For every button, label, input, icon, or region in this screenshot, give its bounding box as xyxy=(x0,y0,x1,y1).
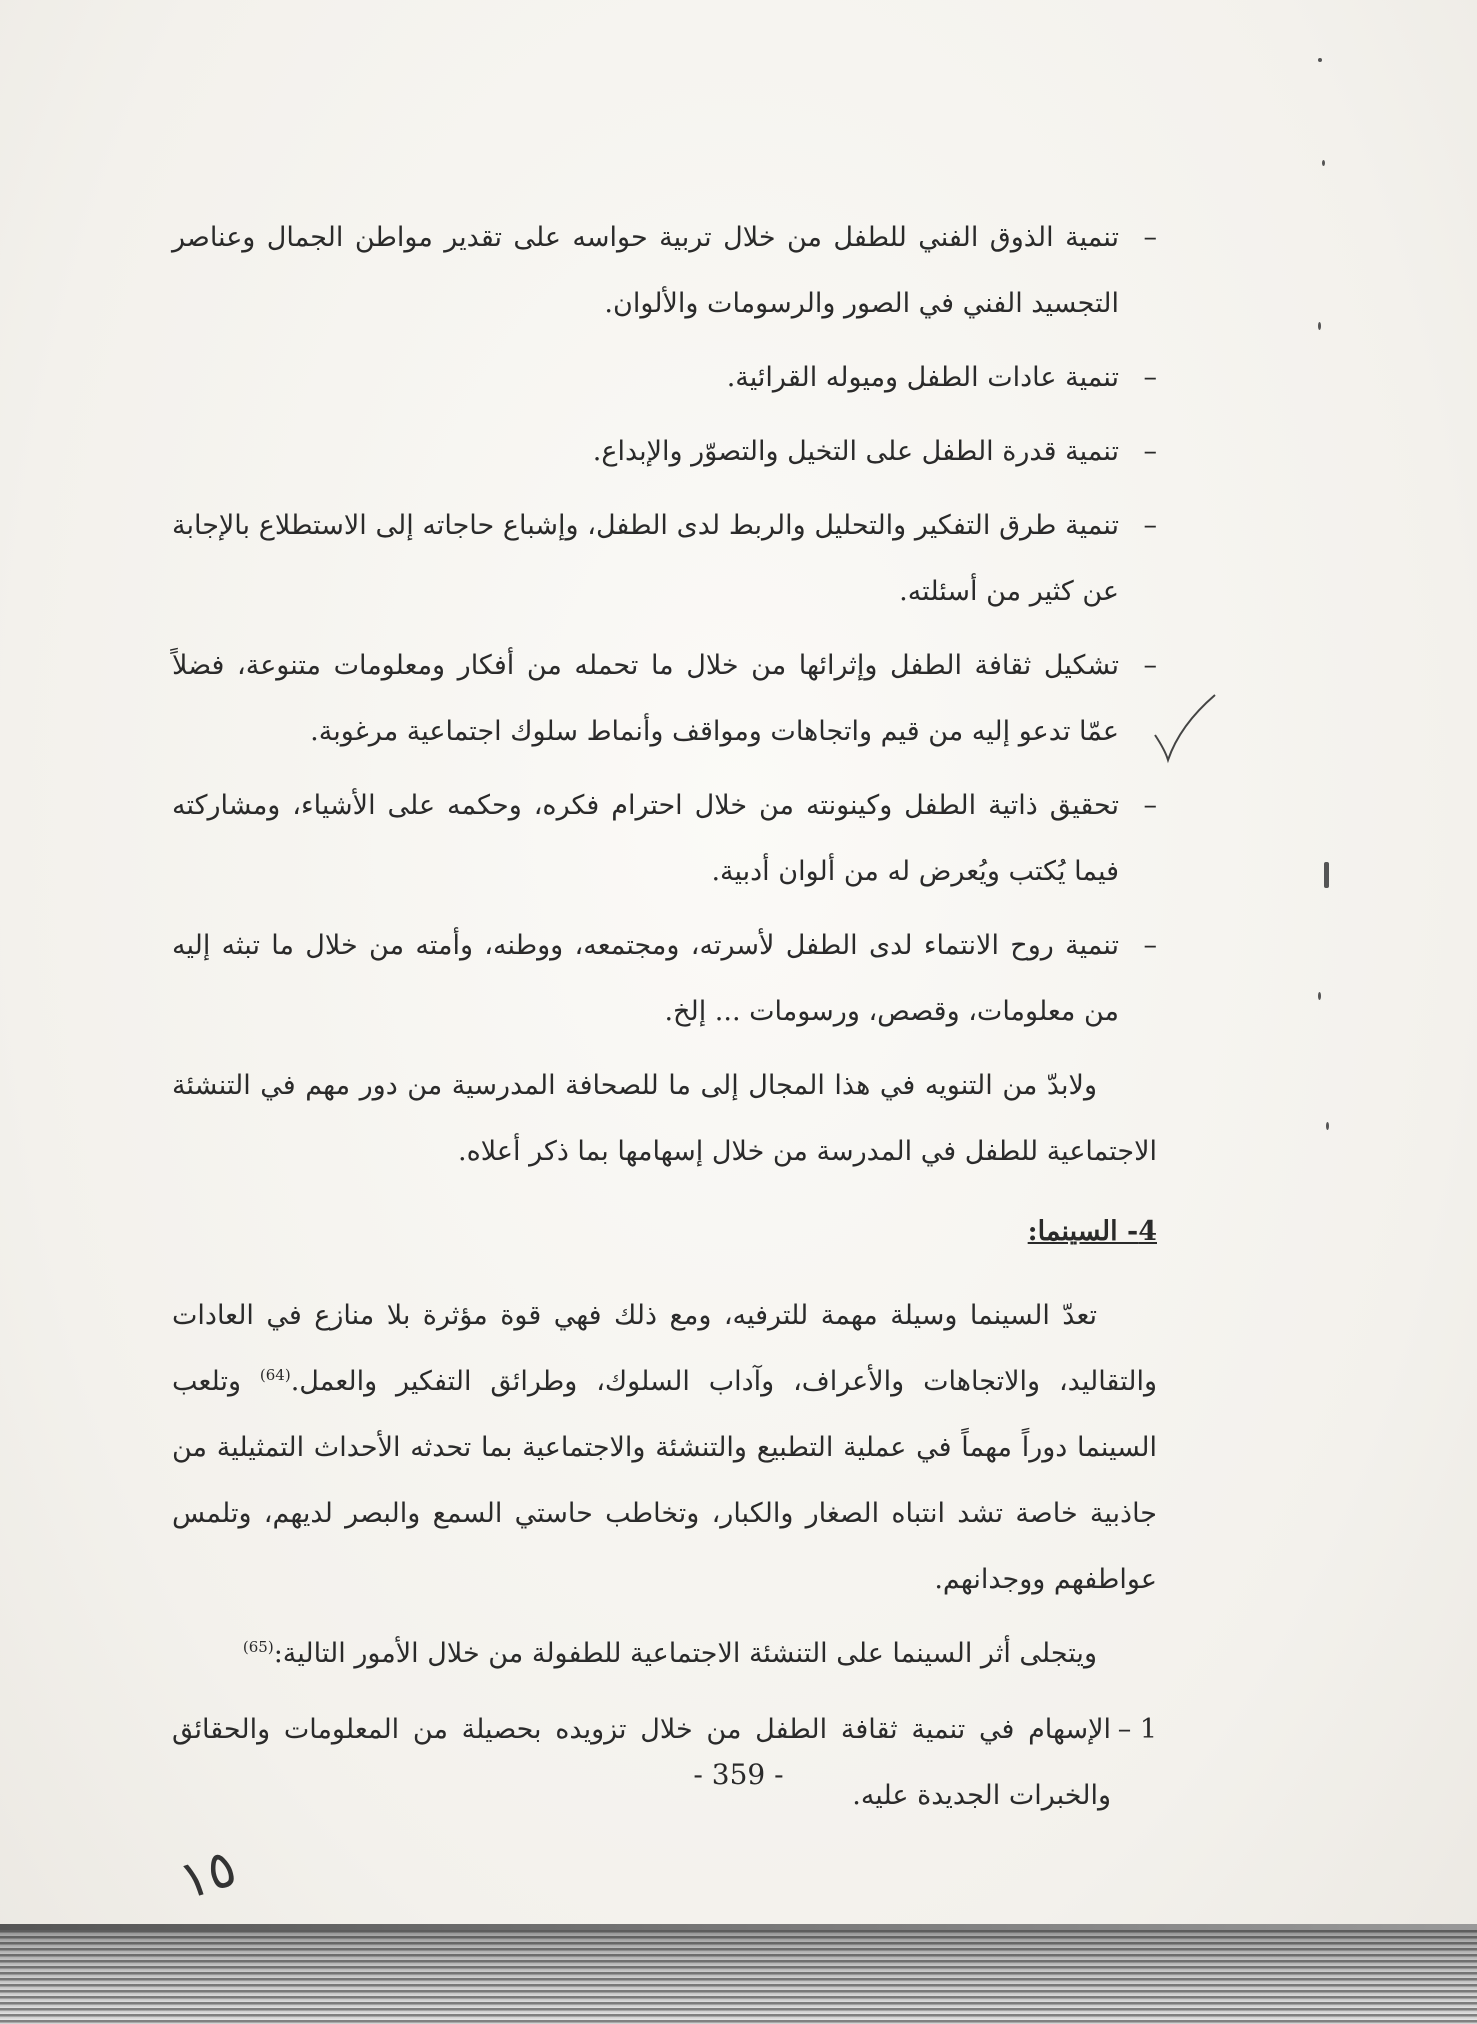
bullet-item xyxy=(172,913,1157,1045)
section-heading: 4- السينما: xyxy=(1027,1216,1157,1247)
item-number: 1 – xyxy=(1117,1714,1157,1745)
bullet-dash: – xyxy=(1143,650,1157,681)
bullet-item xyxy=(172,419,1157,485)
cinema-paragraph-2 xyxy=(172,1621,1157,1687)
bullet-item xyxy=(172,493,1157,625)
bullet-item xyxy=(172,773,1157,905)
bullet-item xyxy=(172,633,1157,765)
scan-speck xyxy=(1324,862,1329,888)
cinema-paragraph-1-b: وتلعب السينما دوراً مهماً في عملية التطبيع والتنشئة والاجتماعية بما تحدثه الأحداث التمثيلية من جاذبية خاصة تشد انتباه الصغار والكبار، وتخاطب حاستي السمع والبصر لديهم، وتلمس عواطفهم ووجدانهم. xyxy=(172,1366,1157,1595)
bullet-dash: – xyxy=(1143,362,1157,393)
bullet-text: تحقيق ذاتية الطفل وكينونته من خلال احترام فكره، وحكمه على الأشياء، ومشاركته فيما يُكتب ويُعرض له من ألوان أدبية. xyxy=(172,790,1119,887)
bullet-dash: – xyxy=(1143,790,1157,821)
bullet-text: تنمية عادات الطفل وميوله القرائية. xyxy=(726,362,1119,393)
scan-speck xyxy=(1318,992,1321,1000)
bullet-text: تنمية طرق التفكير والتحليل والربط لدى الطفل، وإشباع حاجاته إلى الاستطلاع بالإجابة عن كثير من أسئلته. xyxy=(172,510,1119,607)
bullet-dash: – xyxy=(1143,510,1157,541)
cinema-paragraph-2-text: ويتجلى أثر السينما على التنشئة الاجتماعية للطفولة من خلال الأمور التالية: xyxy=(273,1638,1097,1669)
bullet-dash: – xyxy=(1143,930,1157,961)
bullet-item xyxy=(172,345,1157,411)
bullet-item xyxy=(172,205,1157,337)
press-paragraph: ولابدّ من التنويه في هذا المجال إلى ما للصحافة المدرسية من دور مهم في التنشئة الاجتماعية للطفل في المدرسة من خلال إسهامها بما ذكر أعلاه. xyxy=(172,1070,1157,1167)
handwritten-mark: ١٥ xyxy=(172,1837,244,1913)
body-text xyxy=(172,205,1157,1829)
cinema-paragraph-1-a: تعدّ السينما وسيلة مهمة للترفيه، ومع ذلك فهي قوة مؤثرة بلا منازع في العادات والتقاليد، والاتجاهات والأعراف، وآداب السلوك، وطرائق التفكير والعمل. xyxy=(172,1300,1157,1397)
bullet-text: تنمية قدرة الطفل على التخيل والتصوّر والإبداع. xyxy=(592,436,1119,467)
cinema-paragraph-1 xyxy=(172,1283,1157,1613)
checkmark-icon xyxy=(1150,675,1220,765)
bullet-text: تنمية الذوق الفني للطفل من خلال تربية حواسه على تقدير مواطن الجمال وعناصر التجسيد الفني في الصور والرسومات والألوان. xyxy=(172,222,1119,319)
scan-bottom-band xyxy=(0,1930,1477,2024)
scan-speck xyxy=(1322,160,1325,166)
scan-speck xyxy=(1318,58,1322,62)
scan-speck xyxy=(1326,1122,1329,1130)
bullet-text: تشكيل ثقافة الطفل وإثرائها من خلال ما تحمله من أفكار ومعلومات متنوعة، فضلاً عمّا تدعو إليه من قيم واتجاهات ومواقف وأنماط سلوك اجتماعية مرغوبة. xyxy=(172,650,1119,747)
page-number: - 359 - xyxy=(693,1758,784,1791)
bullet-dash: – xyxy=(1143,222,1157,253)
item-text: الإسهام في تنمية ثقافة الطفل من خلال تزويده بحصيلة من المعلومات والحقائق والخبرات الجديدة عليه. xyxy=(172,1714,1111,1811)
footnote-ref-64: (64) xyxy=(259,1366,291,1384)
footnote-ref-65: (65) xyxy=(242,1638,274,1656)
bullet-dash: – xyxy=(1143,436,1157,467)
bullet-text: تنمية روح الانتماء لدى الطفل لأسرته، ومجتمعه، ووطنه، وأمته من خلال ما تبثه إليه من معلومات، وقصص، ورسومات ... إلخ. xyxy=(172,930,1119,1027)
scan-speck xyxy=(1318,322,1321,330)
